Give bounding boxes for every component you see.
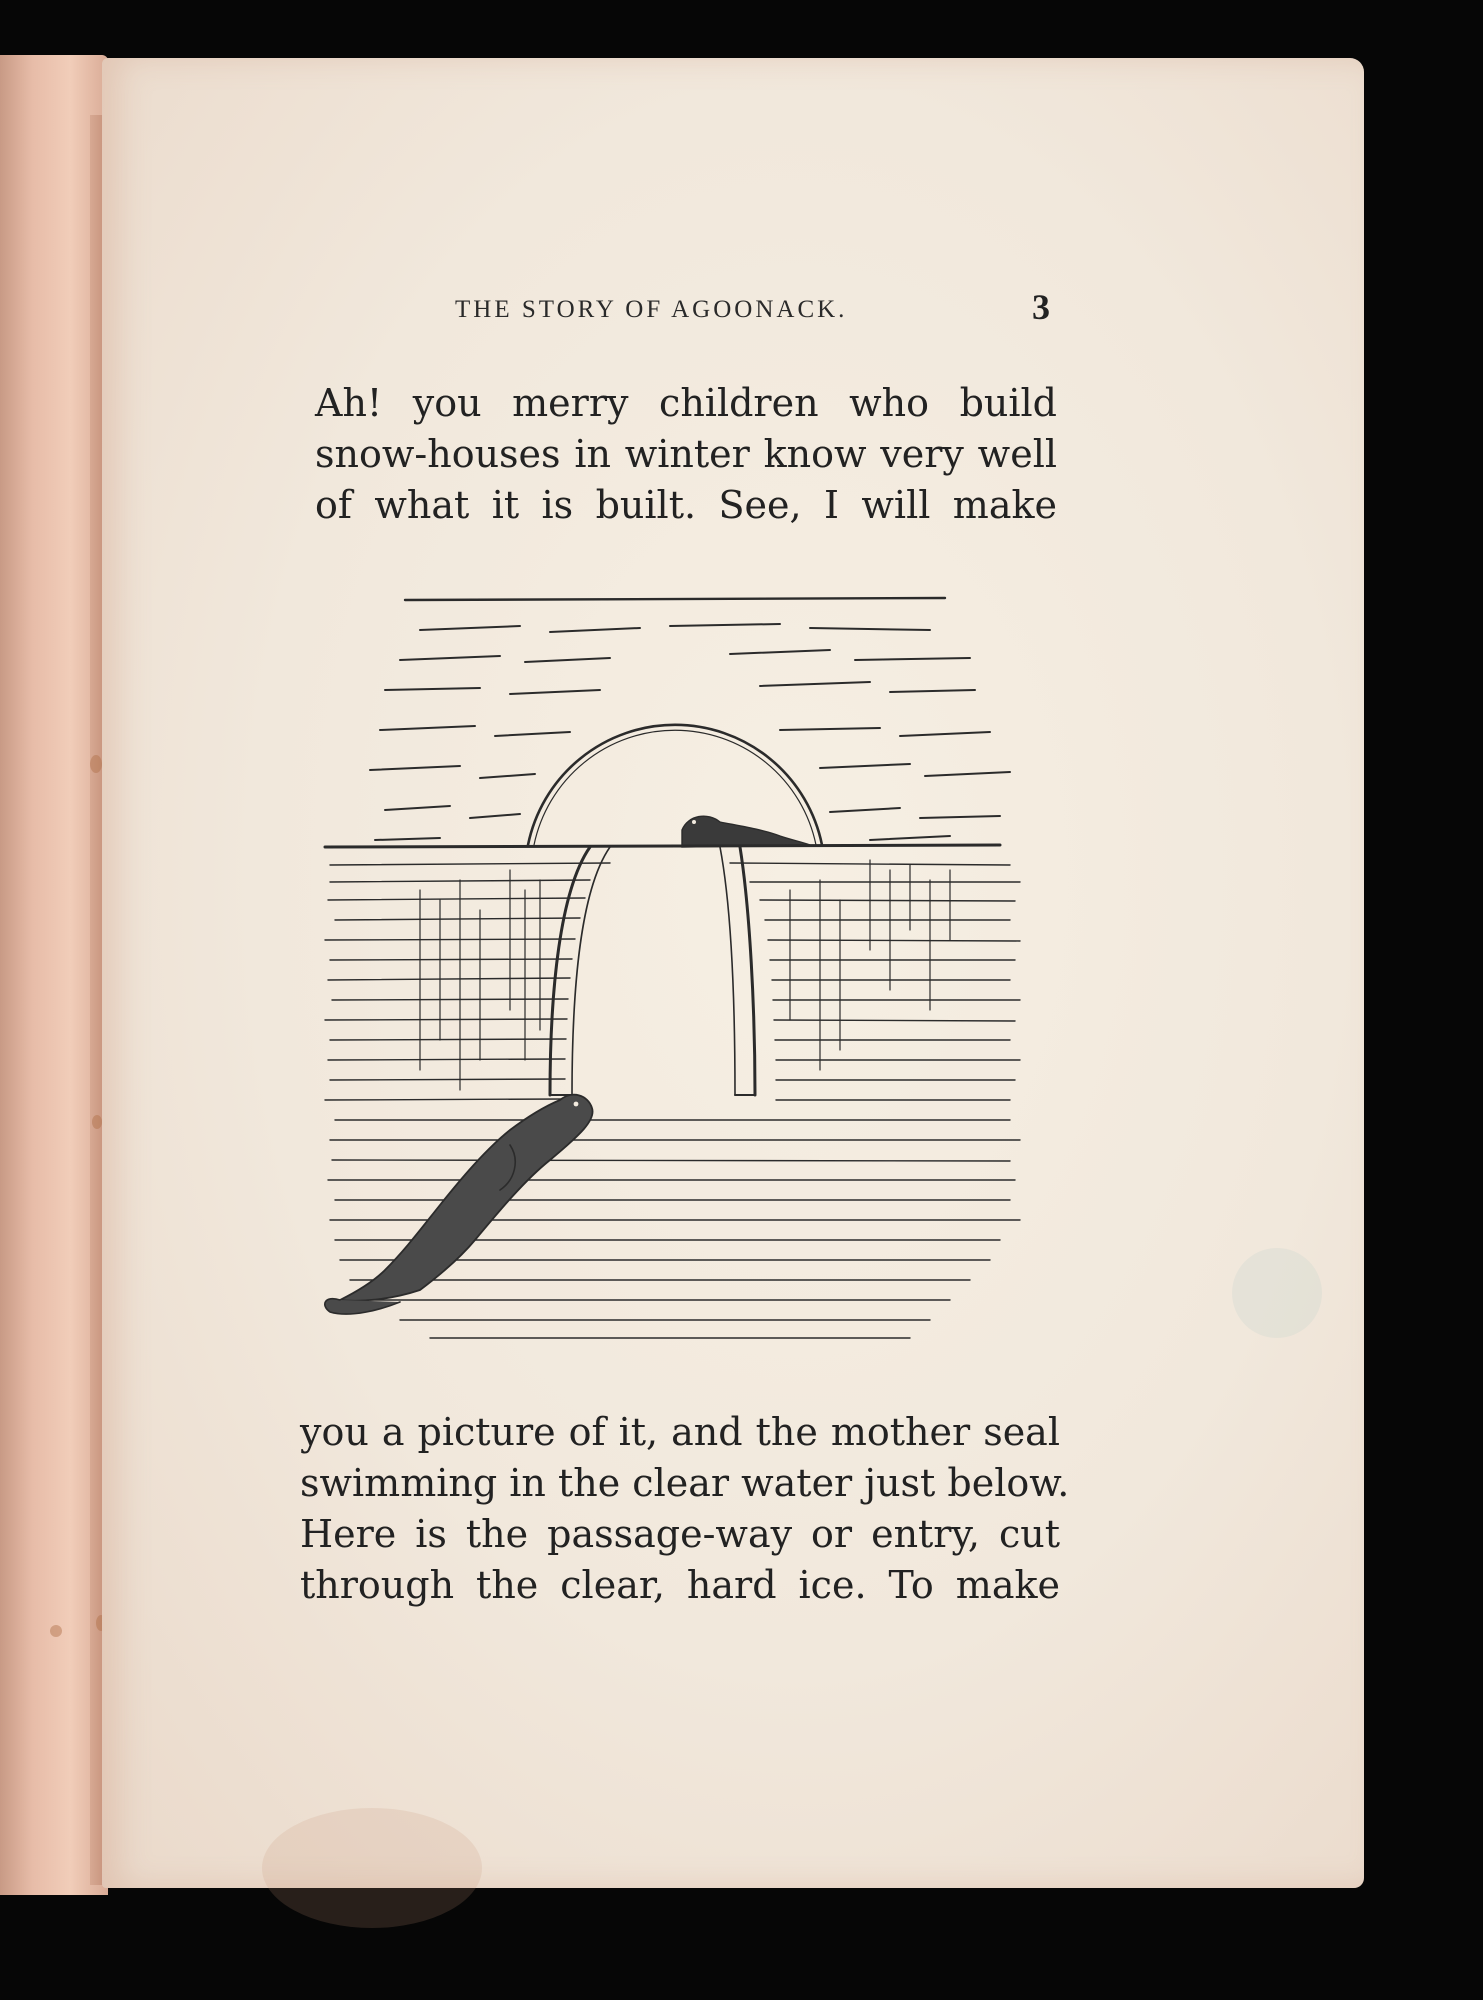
engraving-illustration bbox=[310, 590, 1040, 1360]
text-line: snow-houses in winter know very well bbox=[315, 432, 1057, 476]
text-line: you a picture of it, and the mother seal bbox=[300, 1410, 1060, 1454]
foxing-spot bbox=[90, 755, 102, 773]
paper-stain bbox=[262, 1808, 482, 1928]
text-line: of what it is built. See, I will make bbox=[315, 483, 1057, 527]
paragraph-bottom bbox=[300, 1407, 1070, 1611]
paper-stain bbox=[1232, 1248, 1322, 1338]
text-line: Ah! you merry children who build bbox=[315, 381, 1057, 425]
page-number: 3 bbox=[1032, 287, 1050, 327]
left-page-edge bbox=[0, 55, 108, 1895]
text-line: swimming in the clear water just below. bbox=[300, 1461, 1070, 1505]
foxing-spot bbox=[50, 1625, 62, 1637]
running-head: THE STORY OF AGOONACK. bbox=[455, 296, 848, 323]
foxing-spot bbox=[92, 1115, 102, 1129]
text-line: through the clear, hard ice. To make bbox=[300, 1563, 1060, 1607]
paragraph-top bbox=[315, 378, 1057, 531]
text-line: Here is the passage-way or entry, cut bbox=[300, 1512, 1060, 1556]
